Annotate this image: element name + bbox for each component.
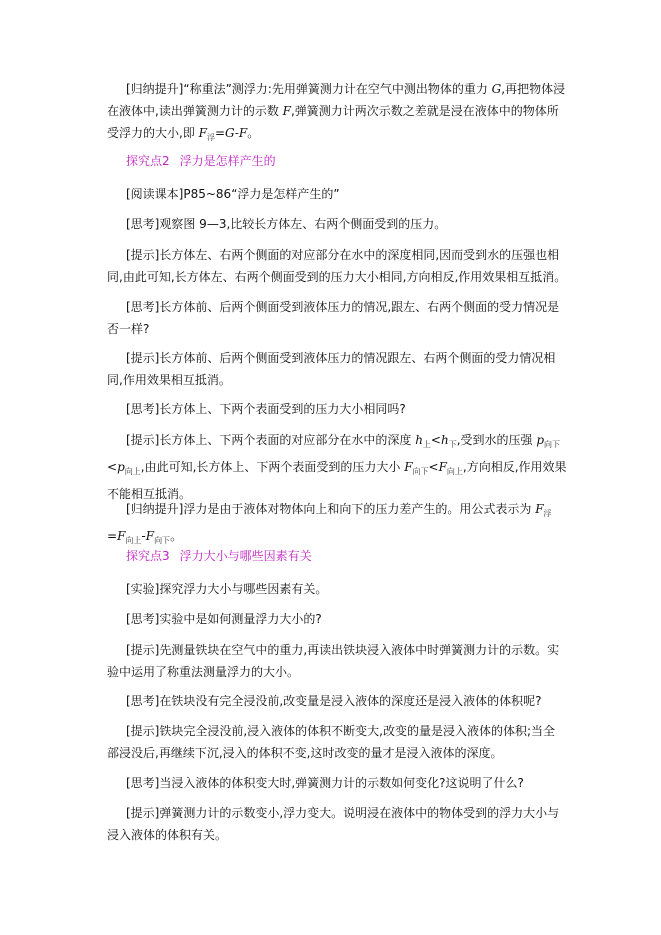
- paragraph-summary-pressure-difference: [归纳提升]浮力是由于液体对物体向上和向下的压力差产生的。用公式表示为 $F_浮=F_{向上}-F_{向下}$。: [107, 502, 552, 545]
- paragraph-question-measure: [思考]实验中是如何测量浮力大小的?: [126, 612, 322, 626]
- paragraph-question-left-right: [思考]观察图 9—3,比较长方体左、右两个侧面受到的压力。: [126, 217, 447, 231]
- paragraph-hint-left-right: [提示]长方体左、右两个侧面的对应部分在水中的深度相同,因而受到水的压强也相同,由此可知,长方体左、右两个侧面受到的压力大小相同,方向相反,作用效果相互抵消。: [107, 248, 567, 284]
- paragraph-question-front-back: [思考]长方体前、后两个侧面受到液体压力的情况,跟左、右两个侧面的受力情况是否一样?: [107, 300, 560, 336]
- paragraph-hint-reading-change: [提示]弹簧测力计的示数变小,浮力变大。说明浸在液体中的物体受到的浮力大小与浸入液体的体积有关。: [107, 806, 560, 842]
- paragraph-question-top-bottom: [思考]长方体上、下两个表面受到的压力大小相同吗?: [126, 402, 406, 416]
- paragraph-summary-weighing-method: [归纳提升]“称重法”测浮力:先用弹簧测力计在空气中测出物体的重力 G,再把物体浸在液体中,读出弹簧测力计的示数 F,弹簧测力计两次示数之差就是浸在液体中的物体所受浮力的大小,即 $F_浮=G-F$。: [107, 82, 566, 142]
- paragraph-hint-depth-volume: [提示]铁块完全浸没前,浸入液体的体积不断变大,改变的量是浸入液体的体积;当全部浸没后,再继续下沉,浸入的体积不变,这时改变的量才是浸入液体的深度。: [107, 724, 556, 760]
- paragraph-question-reading-change: [思考]当浸入液体的体积变大时,弹簧测力计的示数如何变化?这说明了什么?: [126, 776, 524, 790]
- paragraph-hint-top-bottom: [提示]长方体上、下两个表面的对应部分在水中的深度 $h_上<h_下$,受到水的压强 $p_{向下}<p_{向上}$,由此可知,长方体上、下两个表面受到的压力大小 $F_{向下}<F_{向上}$,方向相反,作用效果不能相互抵消。: [107, 433, 567, 501]
- section-heading-2: 探究点2 浮力是怎样产生的: [126, 154, 276, 168]
- paragraph-hint-front-back: [提示]长方体前、后两个侧面受到液体压力的情况跟左、右两个侧面的受力情况相同,作用效果相互抵消。: [107, 351, 556, 387]
- paragraph-hint-measure: [提示]先测量铁块在空气中的重力,再读出铁块浸入液体中时弹簧测力计的示数。实验中运用了称重法测量浮力的大小。: [107, 643, 560, 679]
- section-heading-3: 探究点3 浮力大小与哪些因素有关: [126, 549, 312, 563]
- paragraph-reading: [阅读课本]P85~86“浮力是怎样产生的”: [126, 187, 340, 201]
- paragraph-question-depth-volume: [思考]在铁块没有完全浸没前,改变量是浸入液体的深度还是浸入液体的体积呢?: [126, 694, 542, 708]
- paragraph-experiment: [实验]探究浮力大小与哪些因素有关。: [126, 582, 328, 596]
